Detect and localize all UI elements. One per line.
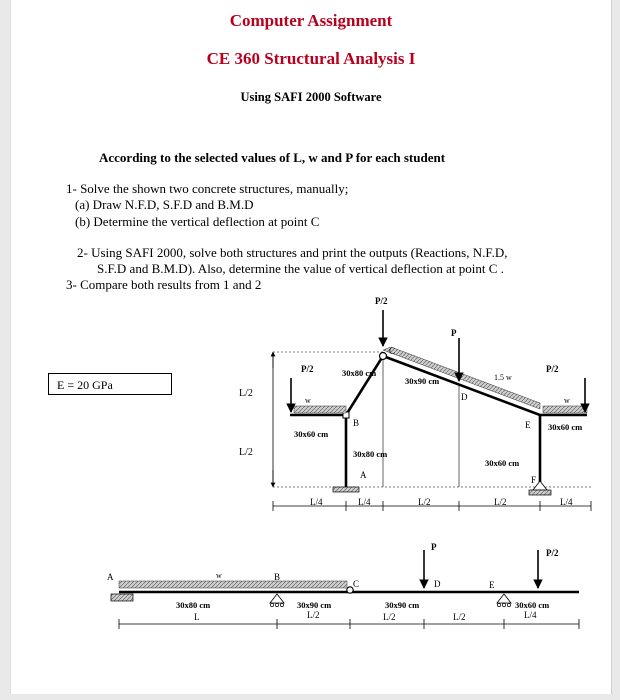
- beam-roller-e-wheel3: [507, 603, 510, 606]
- w-left-label: w: [305, 396, 311, 405]
- point-e-label: E: [525, 420, 531, 430]
- sec-col-f: 30x60 cm: [485, 458, 520, 468]
- course-title: CE 360 Structural Analysis I: [206, 49, 416, 68]
- beam-roller-b: [270, 594, 284, 603]
- w-right-label: w: [564, 396, 570, 405]
- beam-udl: [119, 581, 347, 588]
- beam-point-c: C: [353, 579, 360, 589]
- task-1a: (a) Draw N.F.D, S.F.D and B.M.D: [75, 197, 254, 212]
- beam-load-p2-label: P/2: [546, 548, 559, 558]
- beam-len-5: L/4: [524, 610, 537, 620]
- load-p-label: P: [451, 328, 457, 338]
- w-incline-label: 1.5 w: [494, 373, 512, 382]
- sec-col-a: 30x80 cm: [353, 449, 388, 459]
- beam-roller-b-wheel2: [275, 603, 278, 606]
- beam-point-d: D: [434, 579, 441, 589]
- beam-roller-e-wheel2: [502, 603, 505, 606]
- point-b-label: B: [353, 418, 360, 428]
- beam-point-a: A: [107, 572, 114, 582]
- beam-roller-b-wheel3: [280, 603, 283, 606]
- beam-sec-2: 30x90 cm: [297, 600, 332, 610]
- task-1b: (b) Determine the vertical deflection at point C: [75, 214, 320, 229]
- dim-d5: L/4: [560, 497, 573, 507]
- beam-sec-3: 30x90 cm: [385, 600, 420, 610]
- beam-point-e: E: [489, 580, 495, 590]
- point-f-label: F: [531, 475, 537, 485]
- assignment-page: [10, 0, 612, 694]
- assignment-title: Computer Assignment: [229, 11, 393, 30]
- beam-roller-e: [497, 594, 511, 603]
- material-box: E = 20 GPa: [48, 373, 172, 395]
- task-2-line1: 2- Using SAFI 2000, solve both structures and print the outputs (Reactions, N.F.D,: [77, 245, 508, 260]
- intro-text: According to the selected values of L, w and P for each student: [99, 150, 446, 165]
- beam-sec-1: 30x80 cm: [176, 600, 211, 610]
- dim-d2: L/4: [358, 497, 371, 507]
- beam-sec-4: 30x60 cm: [515, 600, 550, 610]
- beam-fixed-a: [111, 594, 133, 601]
- load-left-label: P/2: [301, 364, 314, 374]
- load-top-label: P/2: [375, 296, 388, 306]
- dim-d4: L/2: [494, 497, 507, 507]
- sec-incline: 30x90 cm: [405, 376, 440, 386]
- sec-top-left: 30x80 cm: [342, 368, 377, 378]
- beam-len-2: L/2: [307, 610, 320, 620]
- sec-right-beam: 30x60 cm: [548, 422, 583, 432]
- point-c-label: C: [389, 346, 396, 356]
- beam-len-4: L/2: [453, 612, 466, 622]
- dim-h-upper: L/2: [239, 388, 253, 399]
- beam-diagram: [11, 0, 611, 694]
- task-2-line2: S.F.D and B.M.D). Also, determine the value of vertical deflection at point C .: [97, 261, 504, 276]
- load-right-label: P/2: [546, 364, 559, 374]
- beam-len-1: L: [194, 612, 200, 622]
- dim-d3: L/2: [418, 497, 431, 507]
- sec-left-beam: 30x60 cm: [294, 429, 329, 439]
- point-a-label: A: [360, 470, 367, 480]
- beam-len-3: L/2: [383, 612, 396, 622]
- beam-w-label: w: [216, 571, 222, 580]
- task-3: 3- Compare both results from 1 and 2: [66, 277, 262, 292]
- dim-h-lower: L/2: [239, 447, 253, 458]
- dim-d1: L/4: [310, 497, 323, 507]
- software-subtitle: Using SAFI 2000 Software: [240, 90, 382, 104]
- task-1: 1- Solve the shown two concrete structures, manually;: [66, 181, 349, 196]
- point-d-label: D: [461, 392, 468, 402]
- beam-roller-e-wheel1: [497, 603, 500, 606]
- beam-point-b: B: [274, 572, 281, 582]
- beam-roller-b-wheel1: [270, 603, 273, 606]
- beam-load-p-label: P: [431, 542, 437, 552]
